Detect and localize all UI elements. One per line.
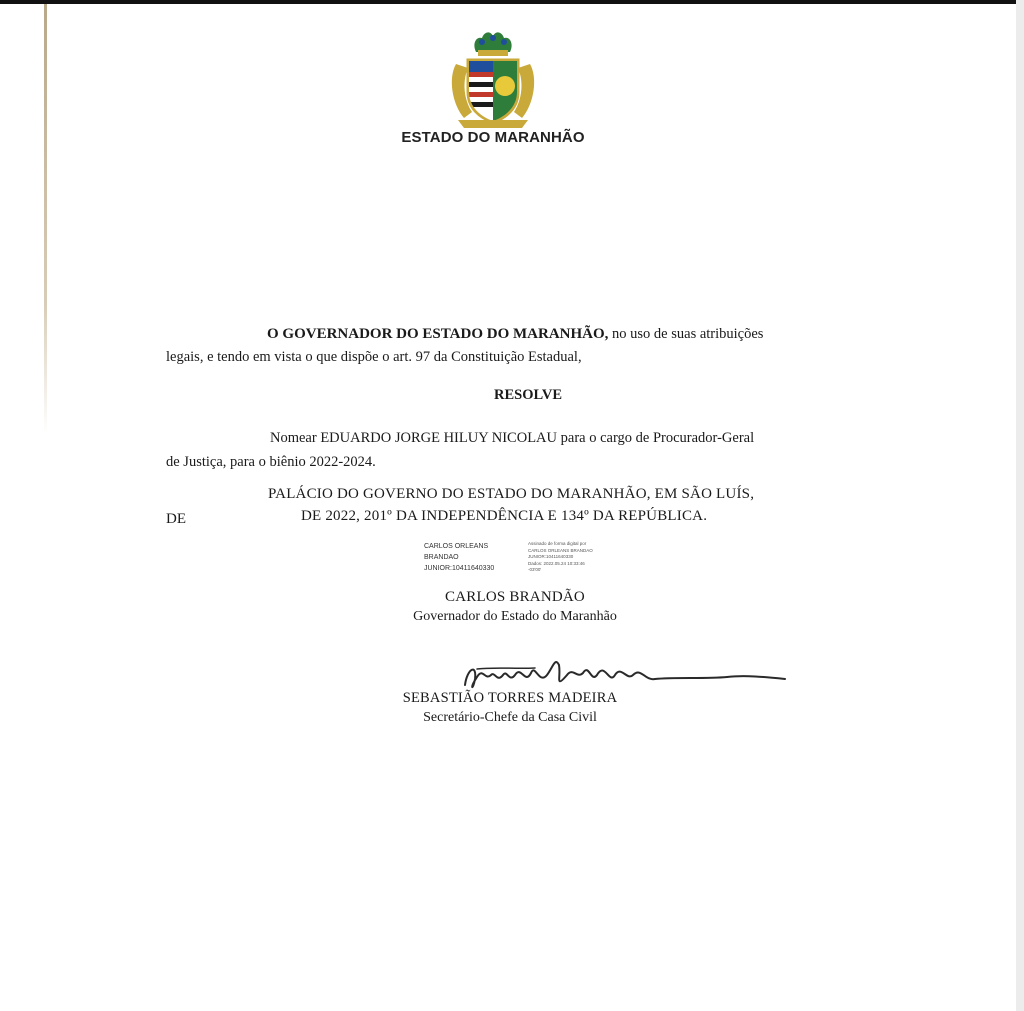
secretary-title: Secretário-Chefe da Casa Civil: [423, 710, 597, 725]
governor-title: Governador do Estado do Maranhão: [413, 609, 617, 624]
maranhao-coat-of-arms-icon: [438, 28, 548, 130]
dsig-info-line: Assinado de forma digital por: [528, 541, 587, 546]
act-line-1: Nomear EDUARDO JORGE HILUY NICOLAU para o cargo de Procurador-Geral: [270, 430, 755, 446]
appointment-act: [166, 426, 871, 474]
secretary-name: SEBASTIÃO TORRES MADEIRA: [402, 690, 618, 706]
digital-signature-stamp: [424, 541, 624, 581]
preamble-line-1-rest: no uso de suas atribuições: [608, 326, 764, 342]
preamble-line-1: [166, 323, 871, 346]
preamble-line-2: legais, e tendo em vista o que dispõe o art. 97 da Constituição Estadual,: [166, 349, 582, 365]
preamble-bold-lead: O GOVERNADOR DO ESTADO DO MARANHÃO,: [267, 326, 609, 342]
closing-palace-line: PALÁCIO DO GOVERNO DO ESTADO DO MARANHÃO, EM SÃO LUÍS,: [268, 486, 755, 502]
page-fold-shadow: [44, 4, 47, 434]
preamble: [166, 323, 871, 369]
state-title: ESTADO DO MARANHÃO: [401, 129, 585, 146]
digital-signature-name: [424, 541, 494, 574]
closing-date-line: DE 2022, 201º DA INDEPENDÊNCIA E 134º DA REPÚBLICA.: [301, 508, 708, 524]
dsig-name-line: JUNIOR:10411640330: [424, 565, 495, 572]
digital-signature-info: [528, 541, 593, 574]
top-border: [0, 0, 1024, 4]
resolve-heading: RESOLVE: [494, 387, 562, 403]
dsig-info-line: JUNIOR:10411640330: [528, 554, 574, 559]
governor-name: CARLOS BRANDÃO: [445, 589, 585, 605]
act-line-2: de Justiça, para o biênio 2022-2024.: [166, 454, 376, 470]
dsig-info-line: Dados: 2022.05.24 10:33:46: [528, 560, 585, 566]
dsig-info-line: CARLOS ORLEANS BRANDAO: [528, 547, 593, 553]
dsig-info-line: -03'00': [528, 567, 542, 572]
closing-de-word: DE: [166, 511, 186, 527]
page-right-edge: [1016, 0, 1024, 1011]
dsig-name-line: BRANDAO: [424, 554, 459, 561]
dsig-name-line: CARLOS ORLEANS: [424, 543, 489, 550]
